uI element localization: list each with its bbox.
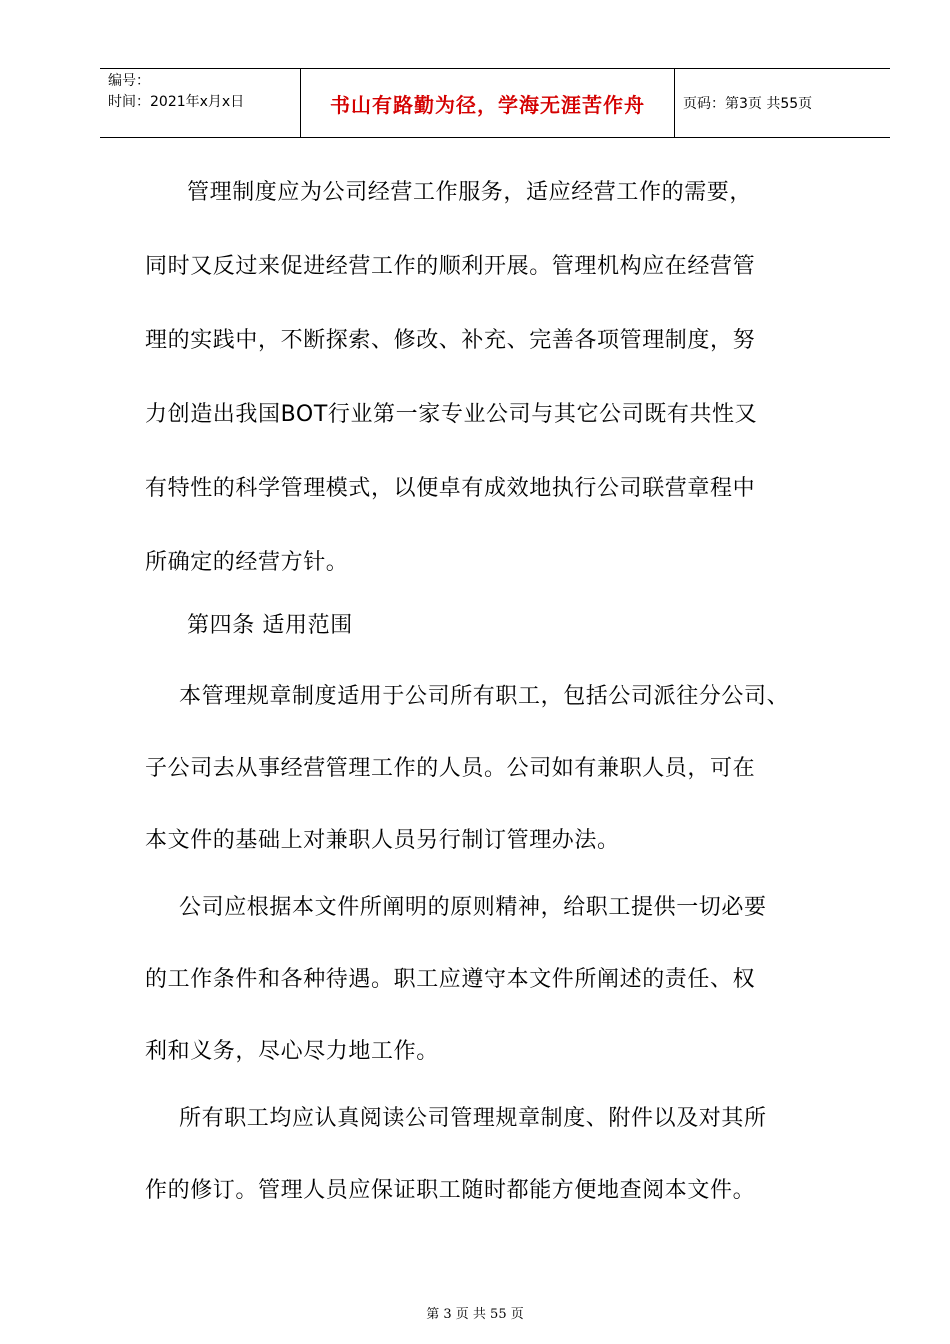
text-line: 所有职工均应认真阅读公司管理规章制度、附件以及对其所 [179, 1106, 767, 1131]
text-line: 子公司去从事经营管理工作的人员。公司如有兼职人员，可在 [145, 756, 756, 781]
text-line: 利和义务，尽心尽力地工作。 [145, 1039, 439, 1064]
serial-number-label: 编号： [108, 73, 150, 89]
header-info-cell [100, 69, 301, 137]
page-header [100, 68, 890, 138]
page-number-label: 页码：第3页 共55页 [683, 96, 813, 112]
text-line: 的工作条件和各种待遇。职工应遵守本文件所阐述的责任、权 [145, 967, 756, 992]
text-line: 有特性的科学管理模式，以便卓有成效地执行公司联营章程中 [145, 476, 756, 501]
text-line: 作的修订。管理人员应保证职工随时都能方便地查阅本文件。 [145, 1178, 756, 1203]
section-heading: 第四条 适用范围 [187, 613, 353, 638]
motto-text: 书山有路勤为径，学海无涯苦作舟 [330, 92, 645, 117]
text-line: 本管理规章制度适用于公司所有职工，包括公司派往分公司、 [179, 684, 790, 709]
page-footer [0, 1303, 950, 1322]
motto-cell [301, 69, 675, 137]
time-label: 时间：2021年x月x日 [108, 94, 245, 110]
page-number-cell [675, 69, 890, 137]
text-line: 理的实践中，不断探索、修改、补充、完善各项管理制度，努 [145, 328, 756, 353]
text-line: 公司应根据本文件所阐明的原则精神，给职工提供一切必要 [179, 895, 767, 920]
text-line: 本文件的基础上对兼职人员另行制订管理办法。 [145, 828, 620, 853]
footer-page-number: 第 3 页 共 55 页 [426, 1307, 524, 1322]
text-line: 力创造出我国BOT行业第一家专业公司与其它公司既有共性又 [145, 402, 758, 427]
text-line: 同时又反过来促进经营工作的顺利开展。管理机构应在经营管 [145, 254, 756, 279]
text-line: 管理制度应为公司经营工作服务，适应经营工作的需要， [187, 180, 753, 205]
text-line: 所确定的经营方针。 [145, 550, 349, 575]
